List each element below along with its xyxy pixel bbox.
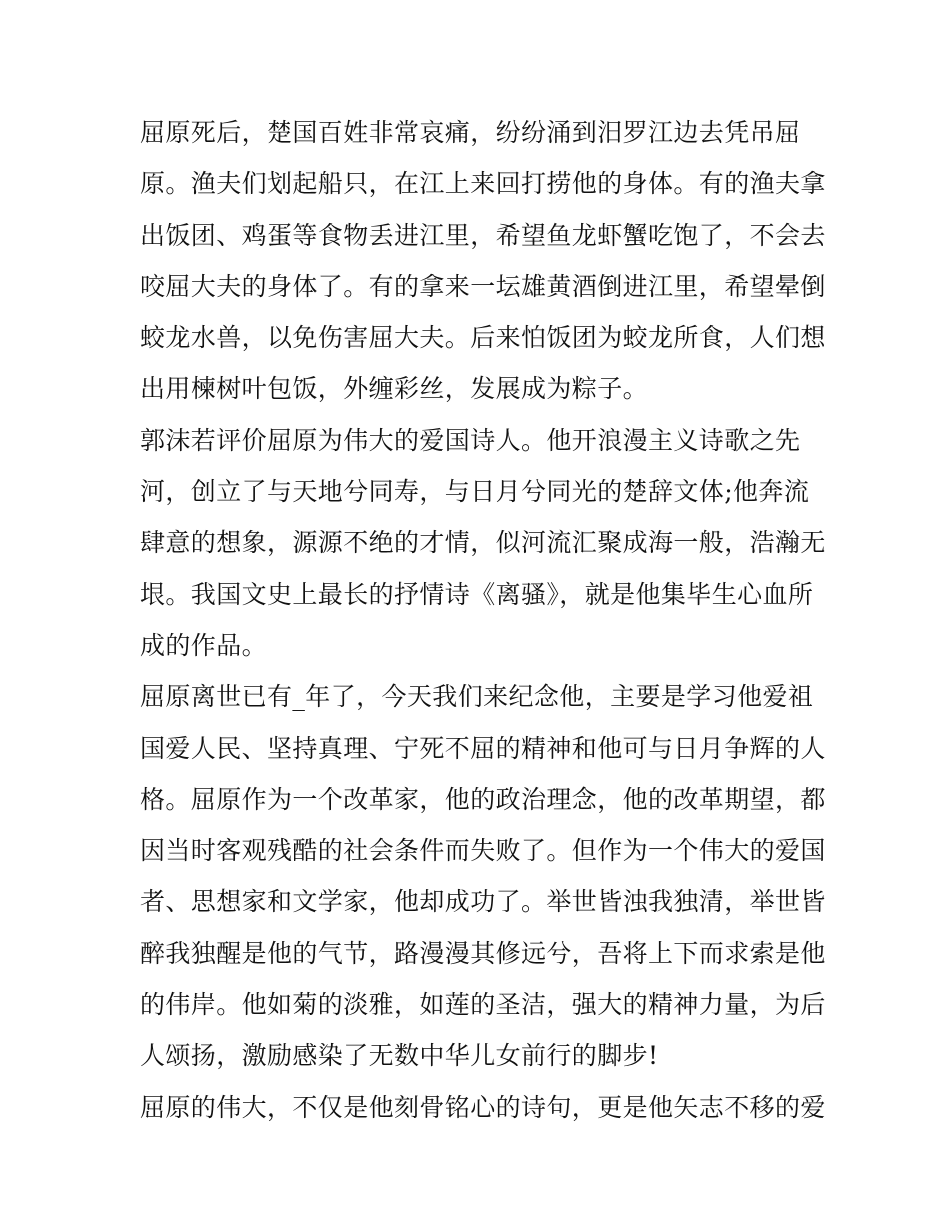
- text-line: 出用楝树叶包饭，外缠彩丝，发展成为粽子。: [140, 374, 649, 404]
- text-line: 肆意的想象，源源不绝的才情，似河流汇聚成海一般，浩瀚无: [140, 528, 826, 558]
- text-line: 因当时客观残酷的社会条件而失败了。但作为一个伟大的爱国: [140, 836, 826, 866]
- text-line: 咬屈大夫的身体了。有的拿来一坛雄黄酒倒进江里，希望晕倒: [140, 271, 826, 301]
- text-line: 醉我独醒是他的气节，路漫漫其修远兮，吾将上下而求索是他: [140, 938, 826, 968]
- paragraph-4: [140, 1082, 826, 1133]
- text-line: 屈原死后，楚国百姓非常哀痛，纷纷涌到汨罗江边去凭吊屈: [140, 118, 801, 147]
- text-line: 垠。我国文史上最长的抒情诗《离骚》，就是他集毕生心血所: [140, 579, 814, 609]
- text-line: 成的作品。: [140, 630, 268, 660]
- text-line: 屈原离世已有_年了，今天我们来纪念他，主要是学习他爱祖: [140, 682, 814, 712]
- text-line: 出饭团、鸡蛋等食物丢进江里，希望鱼龙虾蟹吃饱了，不会去: [140, 220, 826, 250]
- document-body: [140, 107, 826, 1133]
- paragraph-3: [140, 671, 826, 1081]
- text-line: 者、思想家和文学家，他却成功了。举世皆浊我独清，举世皆: [140, 887, 826, 917]
- text-line: 屈原的伟大，不仅是他刻骨铭心的诗句，更是他矢志不移的爱: [140, 1092, 826, 1122]
- paragraph-2: [140, 415, 826, 671]
- text-line: 的伟岸。他如菊的淡雅，如莲的圣洁，强大的精神力量，为后: [140, 990, 826, 1020]
- text-line: 蛟龙水兽，以免伤害屈大夫。后来怕饭团为蛟龙所食，人们想: [140, 323, 826, 353]
- text-line: 原。渔夫们划起船只，在江上来回打捞他的身体。有的渔夫拿: [140, 169, 826, 199]
- text-line: 河，创立了与天地兮同寿，与日月兮同光的楚辞文体;他奔流: [140, 477, 810, 507]
- paragraph-1: [140, 107, 826, 415]
- text-line: 郭沫若评价屈原为伟大的爱国诗人。他开浪漫主义诗歌之先: [140, 425, 801, 455]
- text-line: 人颂扬，激励感染了无数中华儿女前行的脚步!: [140, 1041, 659, 1071]
- text-line: 国爱人民、坚持真理、宁死不屈的精神和他可与日月争辉的人: [140, 733, 826, 763]
- text-line: 格。屈原作为一个改革家，他的政治理念，他的改革期望，都: [140, 784, 826, 814]
